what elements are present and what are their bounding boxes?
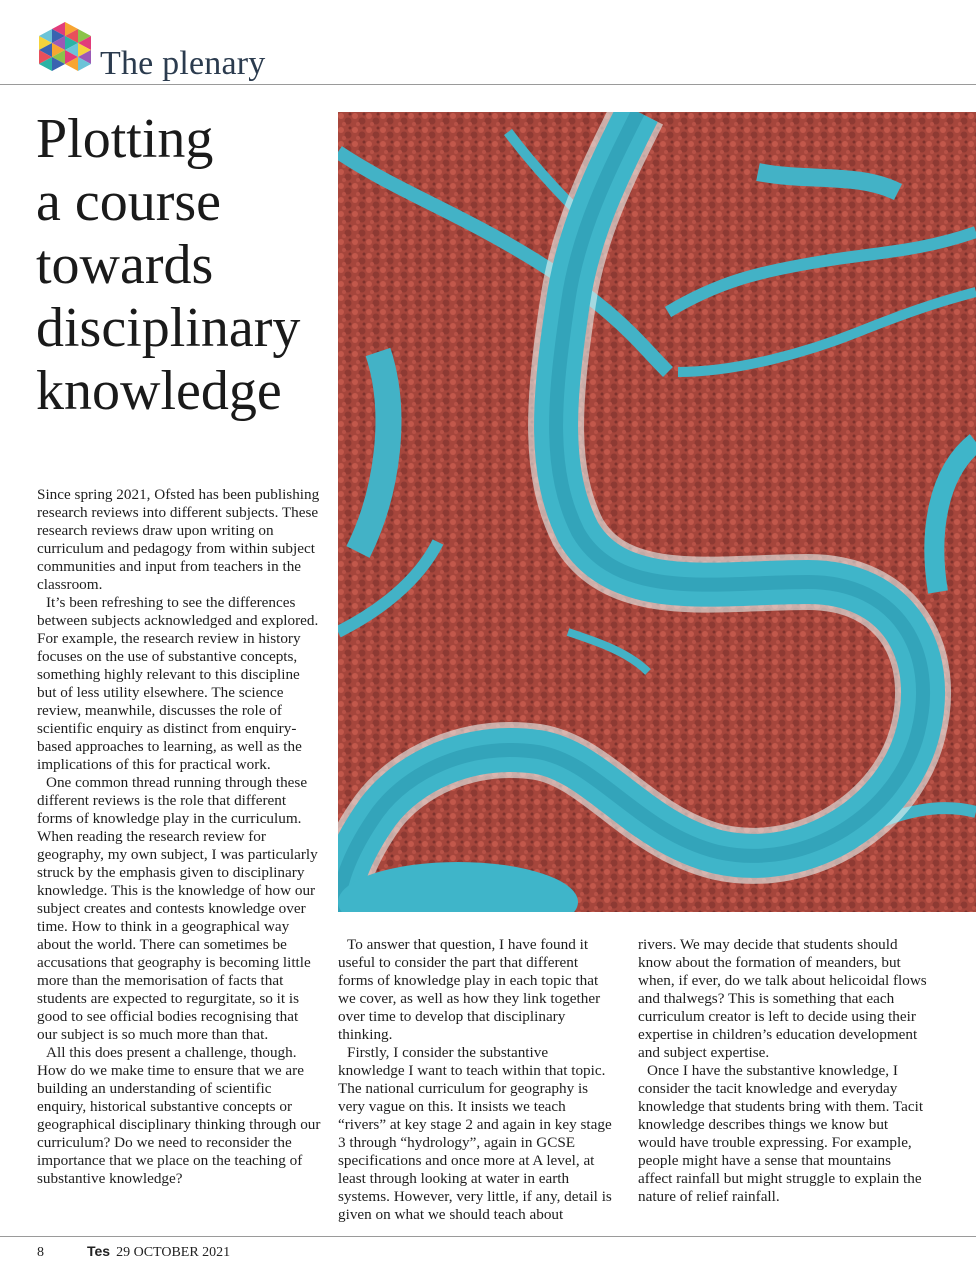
header-divider xyxy=(0,84,976,85)
body-paragraph: Firstly, I consider the substantive knowledge I want to teach within that topic. The national curriculum for geography is very vague on this. It insists we teach “rivers” at key stage 2 and again in key stage 3 through “hydrology”, again in GCSE specifications and once more at A level, at least through looking at water in earth systems. However, very little, if any, detail is given on what we should teach about xyxy=(338,1044,612,1223)
body-paragraph: All this does present a challenge, though. How do we make time to ensure that we are building an understanding of scientific enquiry, historical substantive concepts or geographical disciplinary thinking through our curriculum? Do we need to reconsider the importance that we place on the teaching of substantive knowledge? xyxy=(37,1044,321,1187)
aerial-river-meander-image xyxy=(338,112,976,912)
body-column-2 xyxy=(338,936,616,1224)
brand-label: Tes xyxy=(87,1243,111,1259)
issue-date: 29 OCTOBER 2021 xyxy=(116,1245,231,1260)
tes-logo-icon xyxy=(38,22,92,76)
body-paragraph: It’s been refreshing to see the differences between subjects acknowledged and explored. For example, the research review in history focuses on the use of substantive concepts, something highly relevant to this discipline but of less utility elsewhere. The science review, meanwhile, discusses the role of scientific enquiry as distinct from enquiry-based approaches to learning, as well as the implications of this for practical work. xyxy=(37,594,319,773)
footer-divider xyxy=(0,1236,976,1237)
body-column-3 xyxy=(638,936,928,1206)
headline-line: Plotting xyxy=(36,108,214,170)
body-paragraph: To answer that question, I have found it useful to consider the part that different forms of knowledge play in each topic that we cover, as well as how they link together over time to develop that disciplinary thinking. xyxy=(338,936,601,1043)
body-paragraph: Once I have the substantive knowledge, I consider the tacit knowledge and everyday knowledge that students bring with them. Tacit knowledge describes things we know but would have trouble expressing. For example, people might have a sense that mountains affect rainfall but might struggle to explain the nature of relief rainfall. xyxy=(638,1062,924,1205)
body-paragraph: One common thread running through these different reviews is the role that different forms of knowledge play in the curriculum. When reading the research review for geography, my own subject, I was particularly struck by the emphasis given to disciplinary knowledge. This is the knowledge of how our subject creates and contests knowledge over time. How to think in a geographical way about the world. There can sometimes be accusations that geography is becoming little more than the memorisation of facts that students are expected to regurgitate, so it is good to see official bodies recognising that our subject is so much more than that. xyxy=(37,774,318,1043)
headline-line: disciplinary xyxy=(36,297,301,359)
headline-line: knowledge xyxy=(36,360,282,422)
hero-image xyxy=(338,112,976,912)
body-paragraph: Since spring 2021, Ofsted has been publishing research reviews into different subjects. These research reviews draw upon writing on curriculum and pedagogy from within subject communities and input from teachers in the classroom. xyxy=(37,486,320,593)
section-title: The plenary xyxy=(100,45,266,82)
body-paragraph: rivers. We may decide that students should know about the formation of meanders, but when, if ever, do we talk about helicoidal flows and thalwegs? This is something that each curriculum creator is left to decide using their expertise in children’s education development and subject expertise. xyxy=(638,936,927,1061)
article-headline xyxy=(36,108,336,423)
page-footer xyxy=(37,1243,230,1261)
body-column-1 xyxy=(37,486,321,1188)
page-number: 8 xyxy=(37,1245,44,1260)
headline-line: towards xyxy=(36,234,214,296)
headline-line: a course xyxy=(36,171,222,233)
